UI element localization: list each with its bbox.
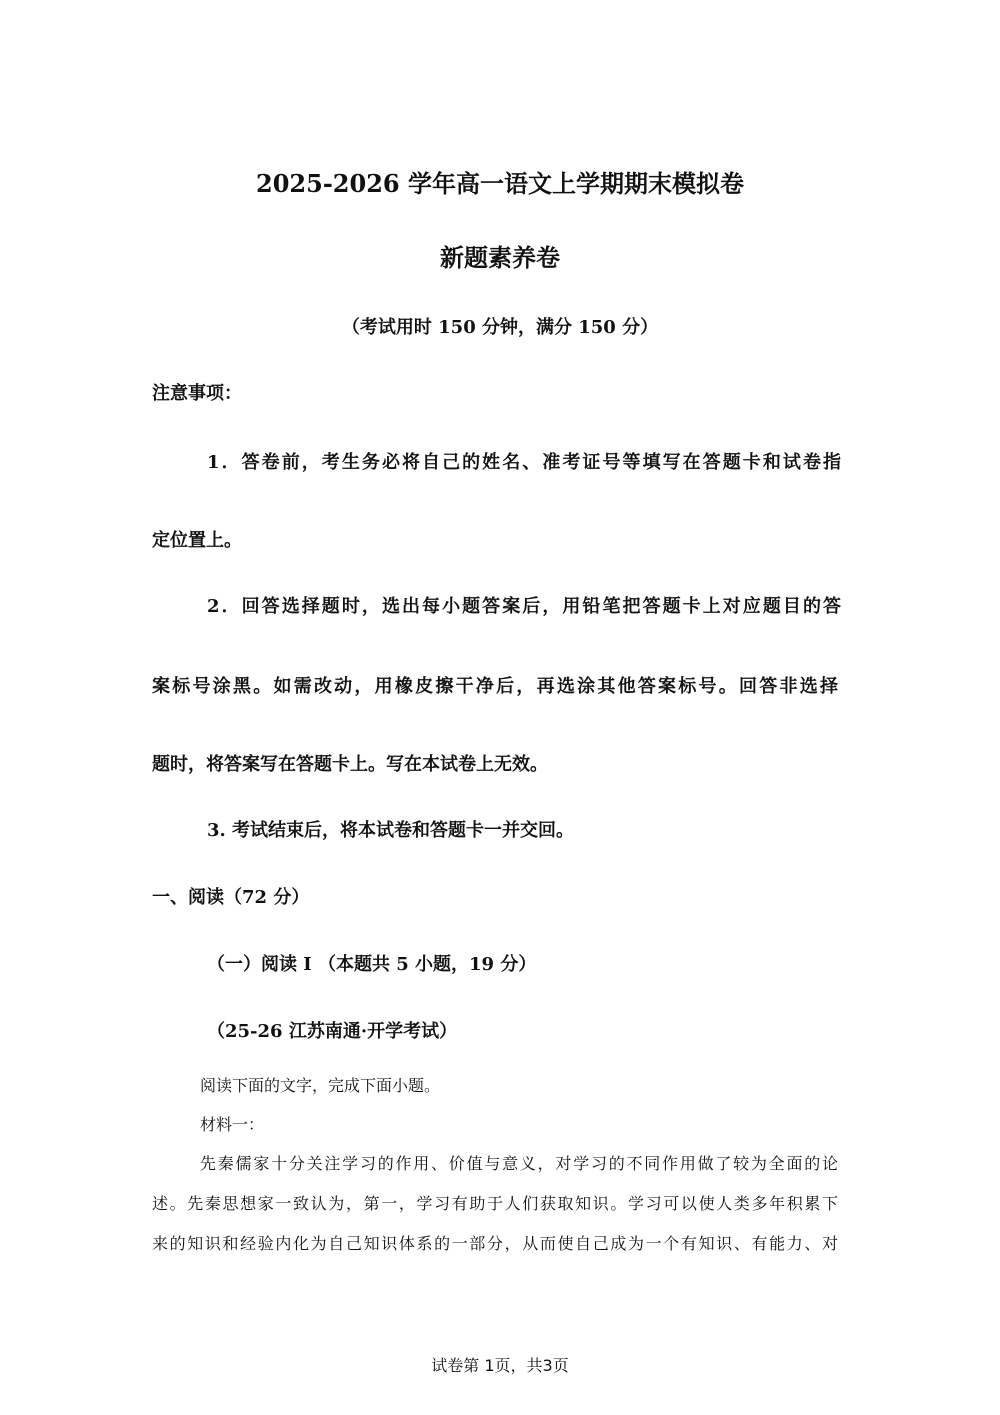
exam-duration-info: （考试用时 150 分钟，满分 150 分） [341,317,659,338]
notice-heading: 注意事项： [152,383,242,404]
exam-subtitle: 新题素养卷 [440,243,560,272]
notice-item-2-line-2: 案标号涂黑。如需改动，用橡皮擦干净后，再选涂其他答案标号。回答非选择 [152,676,838,697]
material-paragraph-line-2: 述。先秦思想家一致认为，第一，学习有助于人们获取知识。学习可以使人类多年积累下 [152,1194,838,1213]
section-1-heading: 一、阅读（72 分） [152,887,310,908]
exam-title: 2025-2026 学年高一语文上学期期末模拟卷 [256,169,744,198]
material-paragraph-line-3: 来的知识和经验内化为自己知识体系的一部分，从而使自己成为一个有知识、有能力、对 [152,1234,838,1253]
notice-item-3: 3. 考试结束后，将本试卷和答题卡一并交回。 [207,820,575,841]
notice-item-2-line-3: 题时，将答案写在答题卡上。写在本试卷上无效。 [152,754,548,775]
notice-item-1-line-1: 1．答卷前，考生务必将自己的姓名、准考证号等填写在答题卡和试卷指 [207,452,841,473]
notice-item-1-line-2: 定位置上。 [152,530,242,551]
notice-item-2-line-1: 2．回答选择题时，选出每小题答案后，用铅笔把答题卡上对应题目的答 [207,596,841,617]
reading-instruction: 阅读下面的文字，完成下面小题。 [200,1076,441,1095]
material-label: 材料一： [200,1115,265,1134]
question-source: （25-26 江苏南通·开学考试） [207,1021,458,1042]
page-footer: 试卷第 1页，共3页 [431,1356,569,1375]
section-1-sub-heading: （一）阅读 I （本题共 5 小题，19 分） [207,954,537,975]
material-paragraph-line-1: 先秦儒家十分关注学习的作用、价值与意义，对学习的不同作用做了较为全面的论 [200,1154,838,1173]
